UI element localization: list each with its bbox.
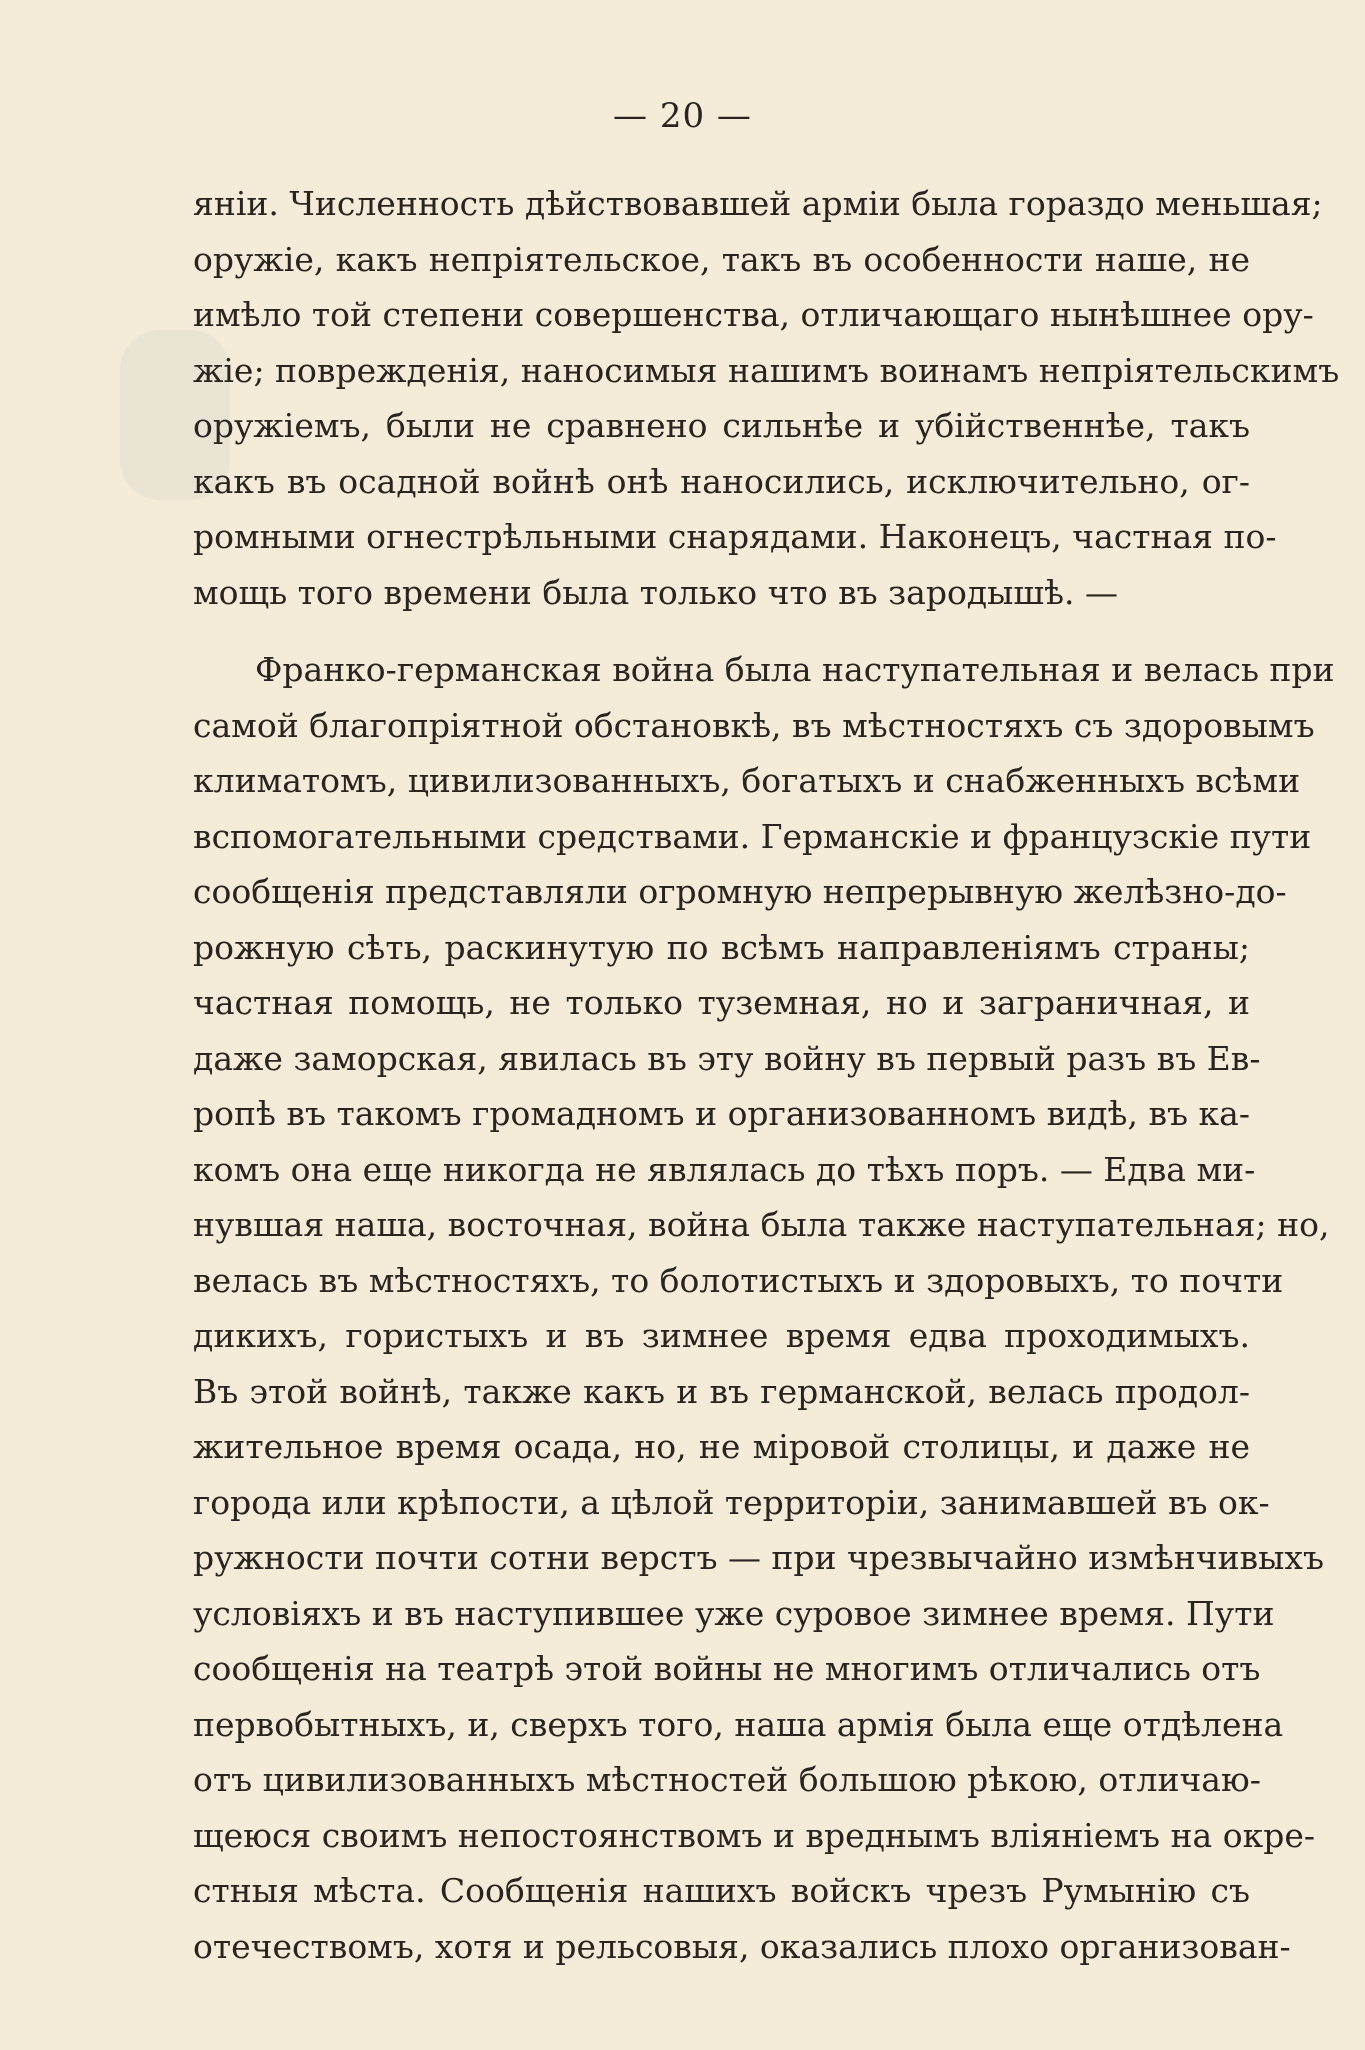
text-line: жительное время осада, но, не міровой столицы, и даже не [193, 1427, 1250, 1466]
text-line: ромными огнестрѣльными снарядами. Наконецъ, частная по- [193, 517, 1277, 556]
text-line: рожную сѣть, раскинутую по всѣмъ направленіямъ страны; [193, 927, 1250, 967]
text-line: жіе; поврежденія, наносимыя нашимъ воинамъ непріятельскимъ [193, 350, 1340, 390]
text-line: самой благопріятной обстановкѣ, въ мѣстностяхъ съ здоровымъ [193, 705, 1315, 745]
text-line: Франко-германская война была наступательная и велась при [255, 650, 1335, 689]
text-line: отечествомъ, хотя и рельсовыя, оказались плохо организован- [193, 1926, 1291, 1966]
body-text [193, 176, 1340, 1974]
text-line: щеюся своимъ непостоянствомъ и вреднымъ вліяніемъ на окре- [193, 1815, 1315, 1855]
paragraph [193, 176, 1340, 620]
text-line: даже заморская, явилась въ эту войну въ первый разъ въ Ев- [193, 1038, 1261, 1078]
text-line: климатомъ, цивилизованныхъ, богатыхъ и снабженныхъ всѣми [193, 761, 1301, 800]
text-line: имѣло той степени совершенства, отличающаго нынѣшнее ору- [193, 295, 1314, 334]
text-line: стныя мѣста. Сообщенія нашихъ войскъ чрезъ Румынію съ [193, 1871, 1250, 1910]
text-line: оружіе, какъ непріятельское, такъ въ особенности наше, не [193, 239, 1250, 279]
text-line: комъ она еще никогда не являлась до тѣхъ поръ. — Едва ми- [193, 1149, 1256, 1189]
text-line: какъ въ осадной войнѣ онѣ наносились, исключительно, ог- [193, 461, 1250, 501]
text-line: ружности почти сотни верстъ — при чрезвычайно измѣнчивыхъ [193, 1538, 1325, 1577]
text-line: частная помощь, не только туземная, но и заграничная, и [193, 983, 1250, 1022]
paragraph-gap [193, 620, 1250, 642]
text-line: Въ этой войнѣ, также какъ и въ германской, велась продол- [193, 1371, 1250, 1411]
text-line: дикихъ, гористыхъ и въ зимнее время едва проходимыхъ. [193, 1316, 1250, 1355]
text-line: условіяхъ и въ наступившее уже суровое зимнее время. Пути [193, 1593, 1275, 1633]
text-line: ропѣ въ такомъ громадномъ и организованномъ видѣ, въ ка- [193, 1094, 1250, 1133]
text-line: первобытныхъ, и, сверхъ того, наша армія была еще отдѣлена [193, 1704, 1284, 1744]
paragraph [193, 642, 1335, 1974]
text-line: велась въ мѣстностяхъ, то болотистыхъ и здоровыхъ, то почти [193, 1260, 1284, 1300]
text-line: сообщенія представляли огромную непрерывную желѣзно-до- [193, 872, 1287, 911]
page-number: — 20 — [613, 96, 752, 136]
text-line: отъ цивилизованныхъ мѣстностей большою рѣкою, отличаю- [193, 1760, 1261, 1799]
text-line: нувшая наша, восточная, война была также наступательная; но, [193, 1205, 1330, 1244]
text-line: сообщенія на театрѣ этой войны не многимъ отличались отъ [193, 1649, 1261, 1688]
text-line: вспомогательными средствами. Германскіе и французскіе пути [193, 816, 1312, 856]
text-line: оружіемъ, были не сравнено сильнѣе и убійственнѣе, такъ [193, 406, 1250, 445]
text-line: яніи. Численность дѣйствовавшей арміи была гораздо меньшая; [193, 184, 1323, 223]
text-line: мощь того времени была только что въ зародышѣ. — [193, 572, 1118, 612]
text-line: города или крѣпости, а цѣлой территоріи, занимавшей въ ок- [193, 1482, 1270, 1522]
